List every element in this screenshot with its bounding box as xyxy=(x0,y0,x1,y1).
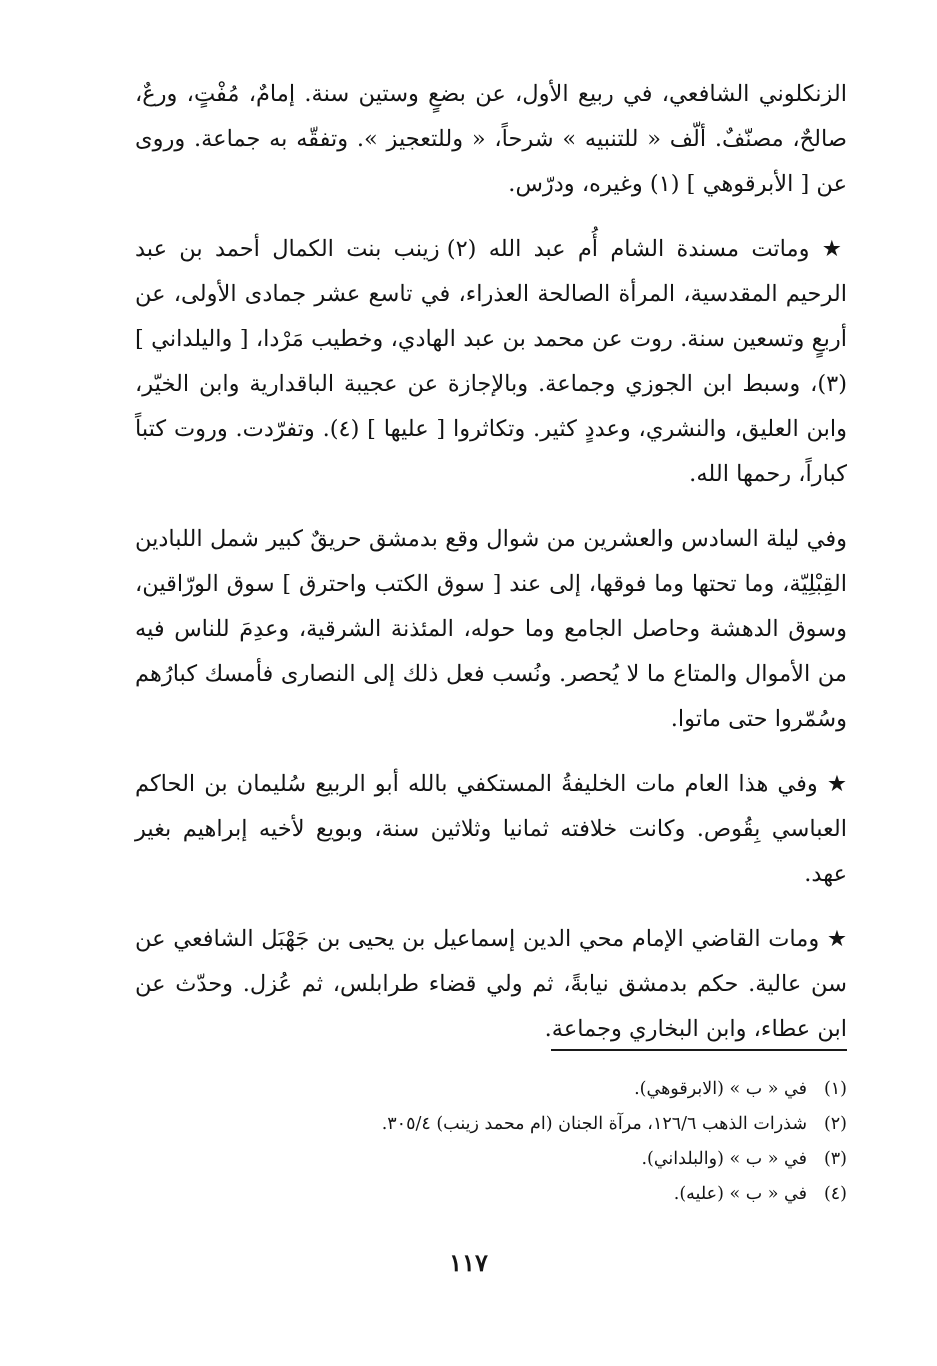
paragraph-3: وفي ليلة السادس والعشرين من شوال وقع بدمشق حريقٌ كبير شمل اللبادين القِبْلِيّة، وما تحتها وما فوقها، إلى عند [ سوق الكتب واحترق ] سوق الورّاقين، وسوق الدهشة وحاصل الجامع وما حوله، المئذنة الشرقية، وعدِمَ للناس فيه من الأموال والمتاع ما لا يُحصر. ونُسب فعل ذلك إلى النصارى فأمسك كبارُهم وسُمّروا حتى ماتوا. xyxy=(135,526,847,732)
footnote-number: (٤) xyxy=(823,1184,847,1204)
footnote-text: في « ب » (والبلداني). xyxy=(641,1149,807,1169)
footnote-text: شذرات الذهب ١٢٦/٦، مرآة الجنان (ام محمد زينب) ٣٠٥/٤. xyxy=(381,1114,807,1134)
main-text xyxy=(135,72,847,1072)
footnote-number: (١) xyxy=(823,1079,847,1099)
footnote-number: (٢) xyxy=(823,1114,847,1134)
paragraph-2: ★ وماتت مسندة الشام أُم عبد الله (٢) زينب بنت الكمال أحمد بن عبد الرحيم المقدسية، المرأة الصالحة العذراء، في تاسع عشر جمادى الأولى، عن أربعٍ وتسعين سنة. روت عن محمد بن عبد الهادي، وخطيب مَرْدا، [ واليلداني ] (٣)، وسبط ابن الجوزي وجماعة. وبالإجازة عن عجيبة الباقدارية وابن الخيّر، وابن العليق، والنشري، وعددٍ كثير. وتكاثروا [ عليها ] (٤). وتفرّدت. وروت كتباً كباراً، رحمها الله. xyxy=(135,236,848,487)
footnote-1 xyxy=(135,1072,847,1107)
paragraph-1: الزنكلوني الشافعي، في ربيع الأول، عن بضعٍ وستين سنة. إمامٌ، مُفْتٍ، ورعٌ، صالحٌ، مصنّفٌ. ألّف « للتنبيه » شرحاً، « وللتعجيز ». وتفقّه به جماعة. وروى عن [ الأبرقوهي ] (١) وغيره، ودرّس. xyxy=(135,81,847,197)
footnote-divider xyxy=(551,1049,847,1051)
footnote-2 xyxy=(135,1107,847,1142)
footnote-text: في « ب » (الابرقوهي). xyxy=(634,1079,807,1099)
footnote-text: في « ب » (عليه). xyxy=(673,1184,807,1204)
footnotes xyxy=(135,1072,847,1212)
footnote-number: (٣) xyxy=(823,1149,847,1169)
paragraph-4: ★ وفي هذا العام مات الخليفةُ المستكفي بالله أبو الربيع سُليمان بن الحاكم العباسي بِقُوص. وكانت خلافته ثمانيا وثلاثين سنة، وبويع لأخيه إبراهيم بغير عهد. xyxy=(135,771,847,887)
paragraph-5: ★ ومات القاضي الإمام محي الدين إسماعيل بن يحيى بن جَهْبَل الشافعي عن سن عالية. حكم بدمشق نيابةً، ثم ولي قضاء طرابلس، ثم عُزل. وحدّث عن ابن عطاء، وابن البخاري وجماعة. xyxy=(135,926,847,1042)
page-number: ١١٧ xyxy=(449,1248,488,1277)
footnote-3 xyxy=(135,1142,847,1177)
footnote-4 xyxy=(135,1177,847,1212)
